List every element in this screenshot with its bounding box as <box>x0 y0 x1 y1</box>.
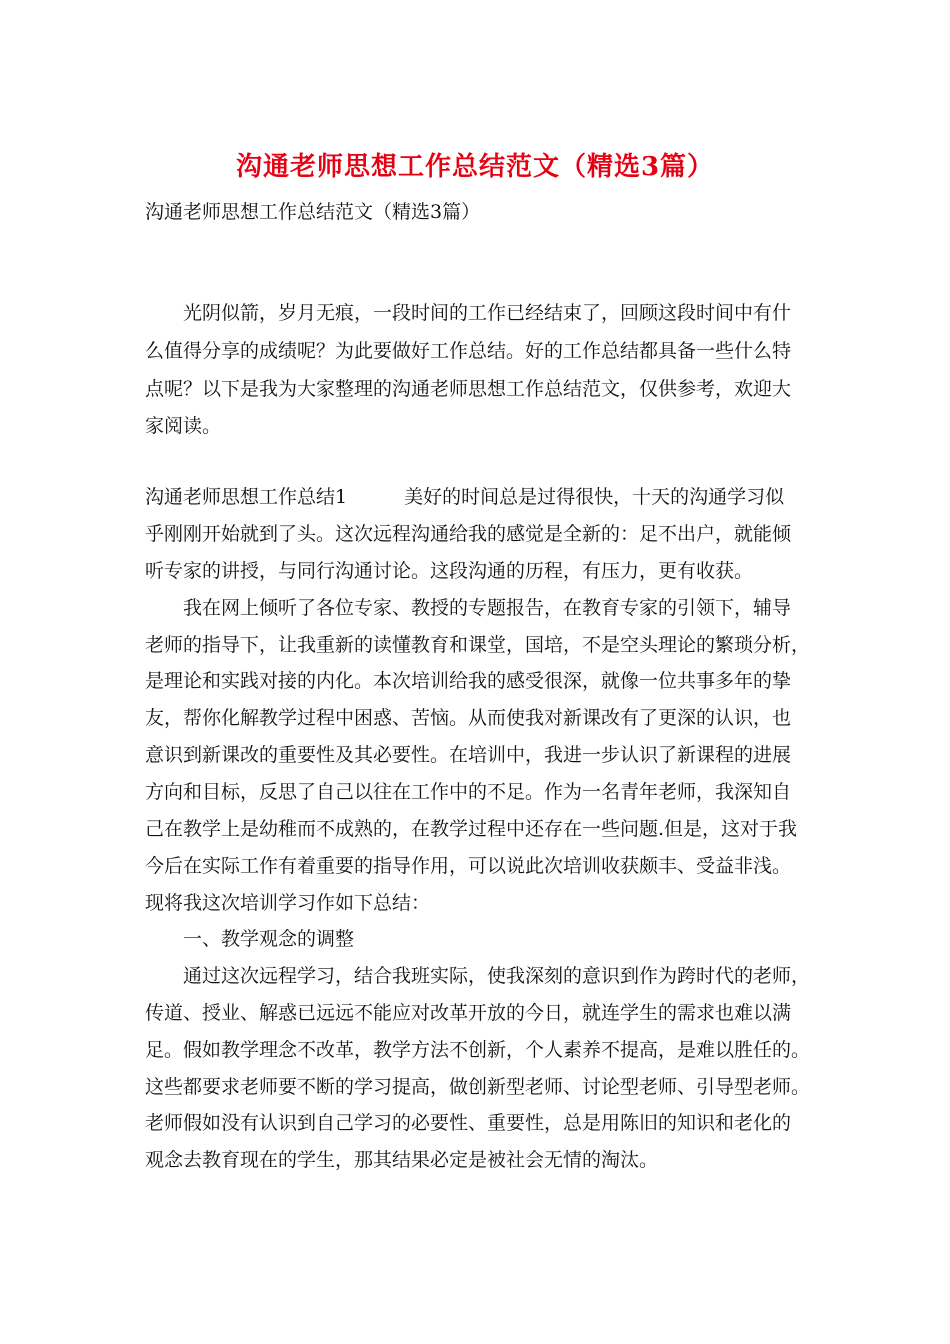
body-line: 我在网上倾听了各位专家、教授的专题报告，在教育专家的引领下，辅导 <box>145 597 792 619</box>
body-line: 这些都要求老师要不断的学习提高，做创新型老师、讨论型老师、引导型老师。 <box>145 1076 811 1098</box>
section-heading: 一、教学观念的调整 <box>145 928 355 950</box>
body-line: 老师的指导下，让我重新的读懂教育和课堂，国培，不是空头理论的繁琐分析， <box>145 634 811 656</box>
body-line: 乎刚刚开始就到了头。这次远程沟通给我的感觉是全新的：足不出户，就能倾 <box>145 523 792 545</box>
body-line: 传道、授业、解惑已远远不能应对改革开放的今日，就连学生的需求也难以满 <box>145 1002 792 1024</box>
body-line: 现将我这次培训学习作如下总结： <box>145 892 431 914</box>
body-line: 点呢？以下是我为大家整理的沟通老师思想工作总结范文，仅供参考，欢迎大 <box>145 378 792 400</box>
body-line: 听专家的讲授，与同行沟通讨论。这段沟通的历程，有压力，更有收获。 <box>145 560 754 582</box>
body-line: 足。假如教学理念不改革，教学方法不创新，个人素养不提高，是难以胜任的。 <box>145 1039 811 1061</box>
body-line: 友，帮你化解教学过程中困惑、苦恼。从而使我对新课改有了更深的认识，也 <box>145 707 792 729</box>
body-line: 沟通老师思想工作总结1 美好的时间总是过得很快，十天的沟通学习似 <box>145 486 785 508</box>
body-line: 通过这次远程学习，结合我班实际，使我深刻的意识到作为跨时代的老师， <box>145 965 811 987</box>
body-line: 是理论和实践对接的内化。本次培训给我的感受很深，就像一位共事多年的挚 <box>145 670 792 692</box>
body-line: 家阅读。 <box>145 415 222 437</box>
body-line: 己在教学上是幼稚而不成熟的，在教学过程中还存在一些问题.但是，这对于我 <box>145 818 798 840</box>
document-title: 沟通老师思想工作总结范文（精选3篇） <box>235 152 715 182</box>
body-line: 光阴似箭，岁月无痕，一段时间的工作已经结束了，回顾这段时间中有什 <box>145 302 792 324</box>
document-subtitle: 沟通老师思想工作总结范文（精选3篇） <box>145 201 481 223</box>
body-line: 观念去教育现在的学生，那其结果必定是被社会无情的淘汰。 <box>145 1149 659 1171</box>
body-line: 老师假如没有认识到自己学习的必要性、重要性，总是用陈旧的知识和老化的 <box>145 1112 792 1134</box>
body-line: 意识到新课改的重要性及其必要性。在培训中，我进一步认识了新课程的进展 <box>145 744 792 766</box>
body-line: 方向和目标，反思了自己以往在工作中的不足。作为一名青年老师，我深知自 <box>145 781 792 803</box>
body-line: 今后在实际工作有着重要的指导作用，可以说此次培训收获颇丰、受益非浅。 <box>145 855 792 877</box>
body-line: 么值得分享的成绩呢？为此要做好工作总结。好的工作总结都具备一些什么特 <box>145 340 792 362</box>
